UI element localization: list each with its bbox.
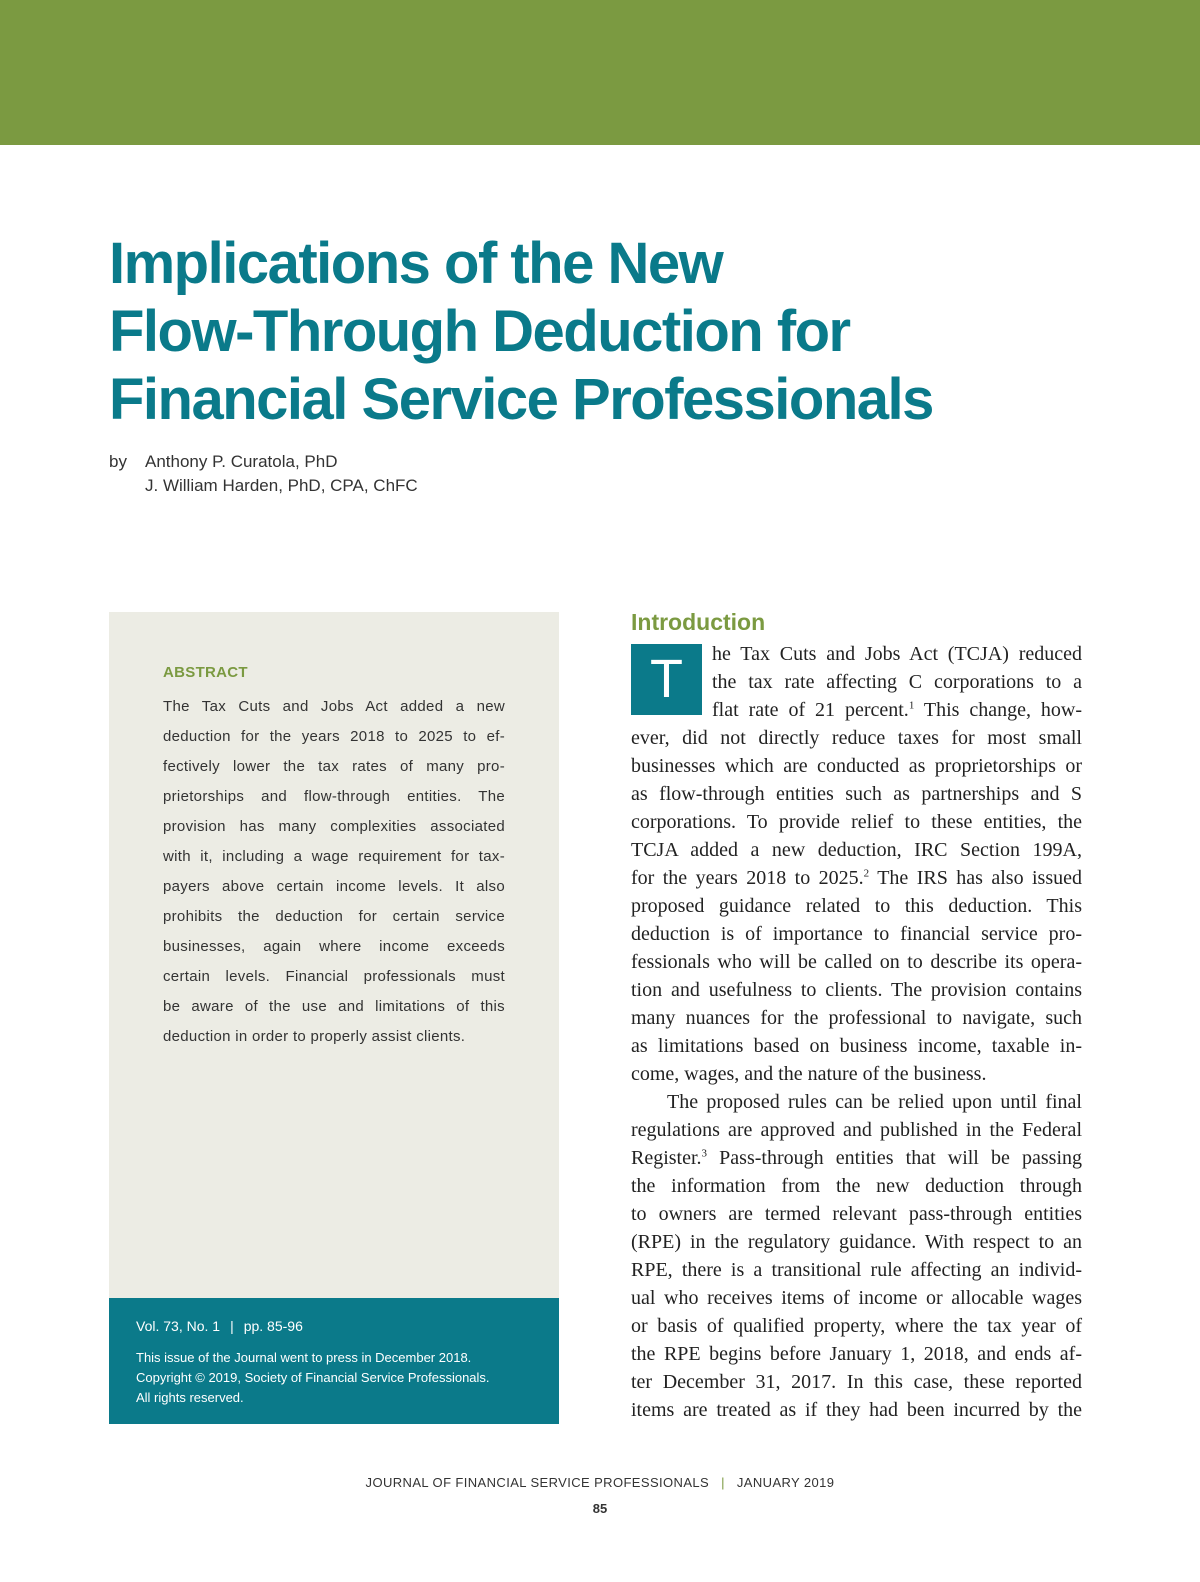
footer-separator: |	[721, 1475, 725, 1490]
body-line: proposed guidance related to this deduction. This	[631, 895, 1082, 917]
body-line: ter December 31, 2017. In this case, these reported	[631, 1371, 1082, 1393]
body-line: businesses which are conducted as proprietorships or	[631, 755, 1082, 777]
body-line	[631, 864, 1082, 892]
drop-cap: T	[631, 644, 702, 715]
body-line-text: flat rate of 21 percent.	[712, 699, 909, 721]
press-line: All rights reserved.	[136, 1390, 244, 1405]
abstract-line: payers above certain income levels. It also	[163, 878, 505, 895]
running-footer	[0, 1475, 1200, 1490]
journal-name: JOURNAL OF FINANCIAL SERVICE PROFESSIONALS	[365, 1475, 710, 1490]
abstract-line: certain levels. Financial professionals must	[163, 968, 505, 985]
body-line: items are treated as if they had been incurred by the	[631, 1399, 1082, 1421]
body-line: ual who receives items of income or allocable wages	[631, 1287, 1082, 1309]
header-color-band	[0, 0, 1200, 145]
body-line: tion and usefulness to clients. The provision contains	[631, 979, 1082, 1001]
abstract-line: The Tax Cuts and Jobs Act added a new	[163, 698, 505, 715]
body-line-text: The IRS has also issued	[869, 867, 1082, 889]
body-line: or basis of qualified property, where the tax year of	[631, 1315, 1082, 1337]
body-line: the RPE begins before January 1, 2018, and ends af-	[631, 1343, 1082, 1365]
abstract-line: prietorships and flow-through entities. The	[163, 788, 505, 805]
footnote-ref: 1	[908, 699, 915, 712]
introduction-body	[631, 640, 1082, 1424]
body-line: corporations. To provide relief to these entities, the	[631, 811, 1082, 833]
body-line	[631, 1144, 1082, 1172]
page-number: 85	[592, 1501, 608, 1516]
abstract-panel	[109, 612, 559, 1298]
volume-line	[136, 1318, 303, 1334]
abstract-line: deduction in order to properly assist clients.	[163, 1028, 466, 1045]
issue-date: JANUARY 2019	[736, 1475, 835, 1490]
press-info	[136, 1348, 490, 1408]
abstract-text	[163, 692, 505, 1052]
abstract-line: be aware of the use and limitations of this	[163, 998, 505, 1015]
body-line: many nuances for the professional to navigate, such	[631, 1007, 1082, 1029]
body-line: come, wages, and the nature of the business.	[631, 1063, 987, 1085]
body-line-text: This change, how-	[914, 699, 1082, 721]
volume-separator: |	[230, 1318, 234, 1334]
abstract-line: businesses, again where income exceeds	[163, 938, 505, 955]
body-line-text: Register.	[631, 1147, 702, 1169]
body-line: as limitations based on business income, taxable in-	[631, 1035, 1082, 1057]
abstract-line: prohibits the deduction for certain service	[163, 908, 505, 925]
press-line: Copyright © 2019, Society of Financial Service Professionals.	[136, 1370, 490, 1385]
by-label: by	[109, 452, 127, 471]
body-line: as flow-through entities such as partnerships and S	[631, 783, 1082, 805]
body-line: regulations are approved and published in the Federal	[631, 1119, 1082, 1141]
volume-number: Vol. 73, No. 1	[136, 1318, 221, 1334]
author: J. William Harden, PhD, CPA, ChFC	[145, 476, 418, 495]
body-line: he Tax Cuts and Jobs Act (TCJA) reduced	[712, 643, 1082, 665]
body-line: (RPE) in the regulatory guidance. With respect to an	[631, 1231, 1082, 1253]
introduction-heading: Introduction	[631, 609, 766, 635]
title-line: Financial Service Professionals	[109, 367, 933, 432]
body-line-text: for the years 2018 to 2025.	[631, 867, 864, 889]
body-line	[631, 696, 1082, 724]
abstract-line: provision has many complexities associated	[163, 818, 505, 835]
footnote-ref: 2	[863, 867, 870, 880]
body-line-text: Pass-through entities that will be passing	[707, 1147, 1082, 1169]
article-title	[109, 230, 1009, 434]
abstract-heading: ABSTRACT	[163, 664, 248, 681]
author: Anthony P. Curatola, PhD	[145, 452, 338, 471]
author-list	[145, 450, 418, 498]
footnote-ref: 3	[701, 1147, 708, 1160]
body-line: the information from the new deduction through	[631, 1175, 1082, 1197]
abstract-line: with it, including a wage requirement for tax-	[163, 848, 505, 865]
body-line: TCJA added a new deduction, IRC Section 199A,	[631, 839, 1082, 861]
body-line: deduction is of importance to financial service pro-	[631, 923, 1082, 945]
body-line: The proposed rules can be relied upon until final	[667, 1091, 1082, 1113]
publication-info-box	[109, 1298, 559, 1424]
body-line: ever, did not directly reduce taxes for most small	[631, 727, 1082, 749]
page-range: pp. 85-96	[243, 1318, 303, 1334]
body-line: RPE, there is a transitional rule affecting an individ-	[631, 1259, 1082, 1281]
title-line: Flow-Through Deduction for	[109, 299, 850, 364]
abstract-line: fectively lower the tax rates of many pro-	[163, 758, 505, 775]
press-line: This issue of the Journal went to press in December 2018.	[136, 1350, 472, 1365]
body-line: to owners are termed relevant pass-through entities	[631, 1203, 1082, 1225]
body-line: the tax rate affecting C corporations to a	[712, 671, 1082, 693]
abstract-line: deduction for the years 2018 to 2025 to ef-	[163, 728, 505, 745]
body-line: fessionals who will be called on to describe its opera-	[631, 951, 1082, 973]
title-line: Implications of the New	[109, 231, 723, 296]
